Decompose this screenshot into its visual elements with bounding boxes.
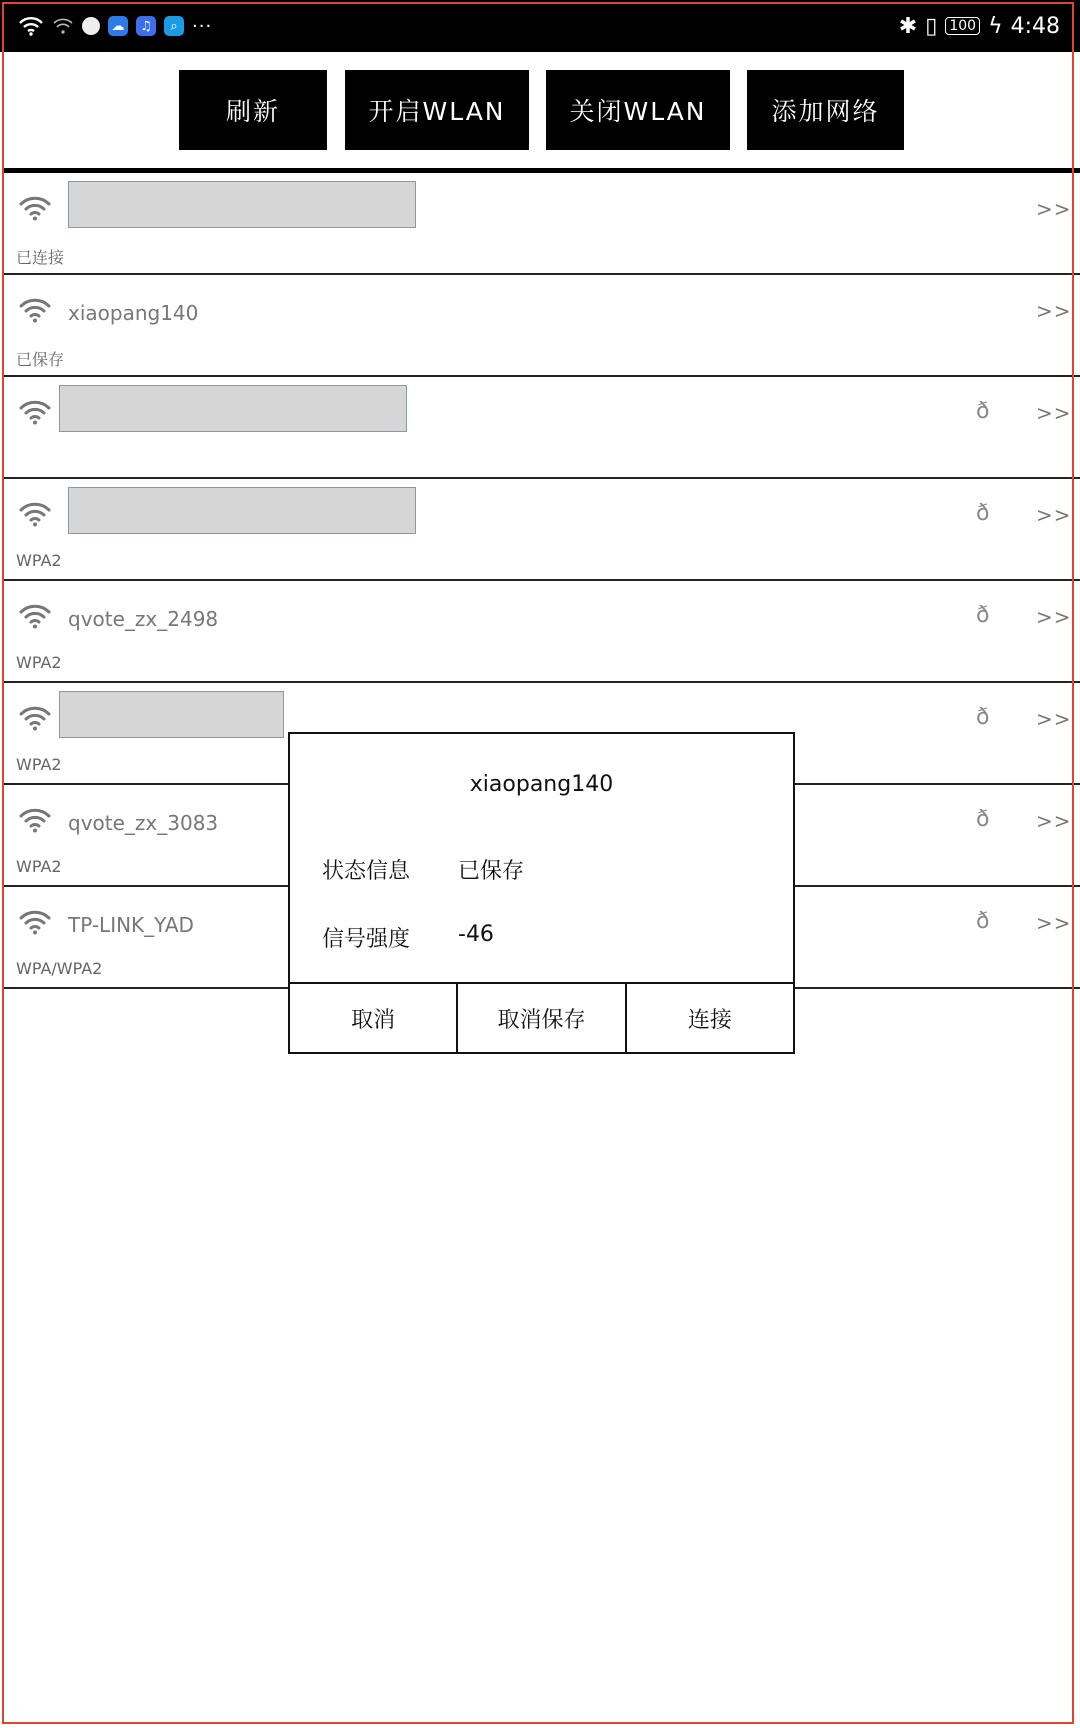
lock-icon: ð — [976, 501, 990, 526]
cloud-app-icon: ☁ — [108, 16, 128, 36]
network-row[interactable] — [2, 581, 1080, 683]
network-security: WPA2 — [16, 857, 62, 876]
lock-icon: ð — [976, 807, 990, 832]
network-detail-arrow[interactable]: >> — [1036, 197, 1072, 221]
search-app-icon: ⌕ — [164, 16, 184, 36]
signal-label: 信号强度 — [322, 927, 411, 952]
clock: 4:48 — [1010, 13, 1060, 39]
network-row[interactable] — [2, 377, 1080, 479]
network-security: WPA2 — [16, 755, 62, 774]
network-detail-arrow[interactable]: >> — [1036, 809, 1072, 833]
enable-wlan-button[interactable]: 开启WLAN — [345, 70, 529, 150]
network-row[interactable] — [2, 173, 1080, 275]
network-security: WPA2 — [16, 653, 62, 672]
network-status: 已保存 — [16, 350, 65, 369]
network-ssid: xiaopang140 — [68, 301, 199, 325]
network-ssid: qvote_zx_3083 — [68, 811, 219, 835]
network-detail-arrow[interactable]: >> — [1036, 401, 1072, 425]
music-app-icon: ♫ — [136, 16, 156, 36]
network-ssid: TP-LINK_YAD — [68, 913, 194, 937]
status-label: 状态信息 — [322, 859, 411, 884]
redacted-ssid — [59, 385, 407, 432]
network-security: WPA/WPA2 — [16, 959, 103, 978]
dialog-title: xiaopang140 — [469, 772, 614, 797]
disable-wlan-button[interactable]: 关闭WLAN — [546, 70, 730, 150]
lock-icon: ð — [976, 603, 990, 628]
connect-button[interactable]: 连接 — [687, 1007, 732, 1033]
redacted-ssid — [68, 181, 416, 228]
dialog-actions — [290, 982, 793, 1052]
network-security: WPA2 — [16, 551, 62, 570]
redacted-ssid — [68, 487, 416, 534]
lock-icon: ð — [976, 399, 990, 424]
wifi-signal-icon — [18, 195, 52, 221]
forget-network-button[interactable]: 取消保存 — [458, 984, 626, 1052]
wifi-signal-icon — [18, 807, 52, 833]
network-detail-dialog — [288, 732, 795, 1054]
network-ssid: qvote_zx_2498 — [68, 607, 219, 631]
wifi-icon — [18, 16, 44, 36]
network-status: 已连接 — [16, 248, 65, 267]
lock-icon: ð — [976, 705, 990, 730]
status-value: 已保存 — [458, 859, 525, 884]
wifi-signal-icon — [18, 399, 52, 425]
signal-value: -46 — [458, 922, 494, 947]
redacted-ssid — [59, 691, 284, 738]
network-detail-arrow[interactable]: >> — [1036, 605, 1072, 629]
status-bar — [0, 0, 1080, 52]
network-detail-arrow[interactable]: >> — [1036, 299, 1072, 323]
charging-icon: ϟ — [988, 13, 1003, 39]
network-row[interactable] — [2, 275, 1080, 377]
lock-icon: ð — [976, 909, 990, 934]
wifi-signal-icon — [18, 909, 52, 935]
battery-icon: 100 — [945, 17, 980, 35]
wifi-signal-icon — [18, 297, 52, 323]
network-row[interactable] — [2, 479, 1080, 581]
network-detail-arrow[interactable]: >> — [1036, 911, 1072, 935]
vibrate-icon: ▯ — [925, 13, 938, 39]
toolbar — [0, 52, 1080, 168]
wifi-signal-icon — [18, 501, 52, 527]
refresh-button[interactable]: 刷新 — [179, 70, 327, 150]
add-network-button[interactable]: 添加网络 — [747, 70, 904, 150]
wifi-signal-icon — [18, 705, 52, 731]
globe-icon — [82, 17, 100, 35]
network-detail-arrow[interactable]: >> — [1036, 503, 1072, 527]
bluetooth-icon: ✱ — [898, 13, 918, 39]
wifi-outline-icon — [52, 17, 74, 35]
wifi-signal-icon — [18, 603, 52, 629]
cancel-button[interactable]: 取消 — [290, 984, 458, 1052]
network-detail-arrow[interactable]: >> — [1036, 707, 1072, 731]
more-icon: ··· — [192, 15, 213, 37]
